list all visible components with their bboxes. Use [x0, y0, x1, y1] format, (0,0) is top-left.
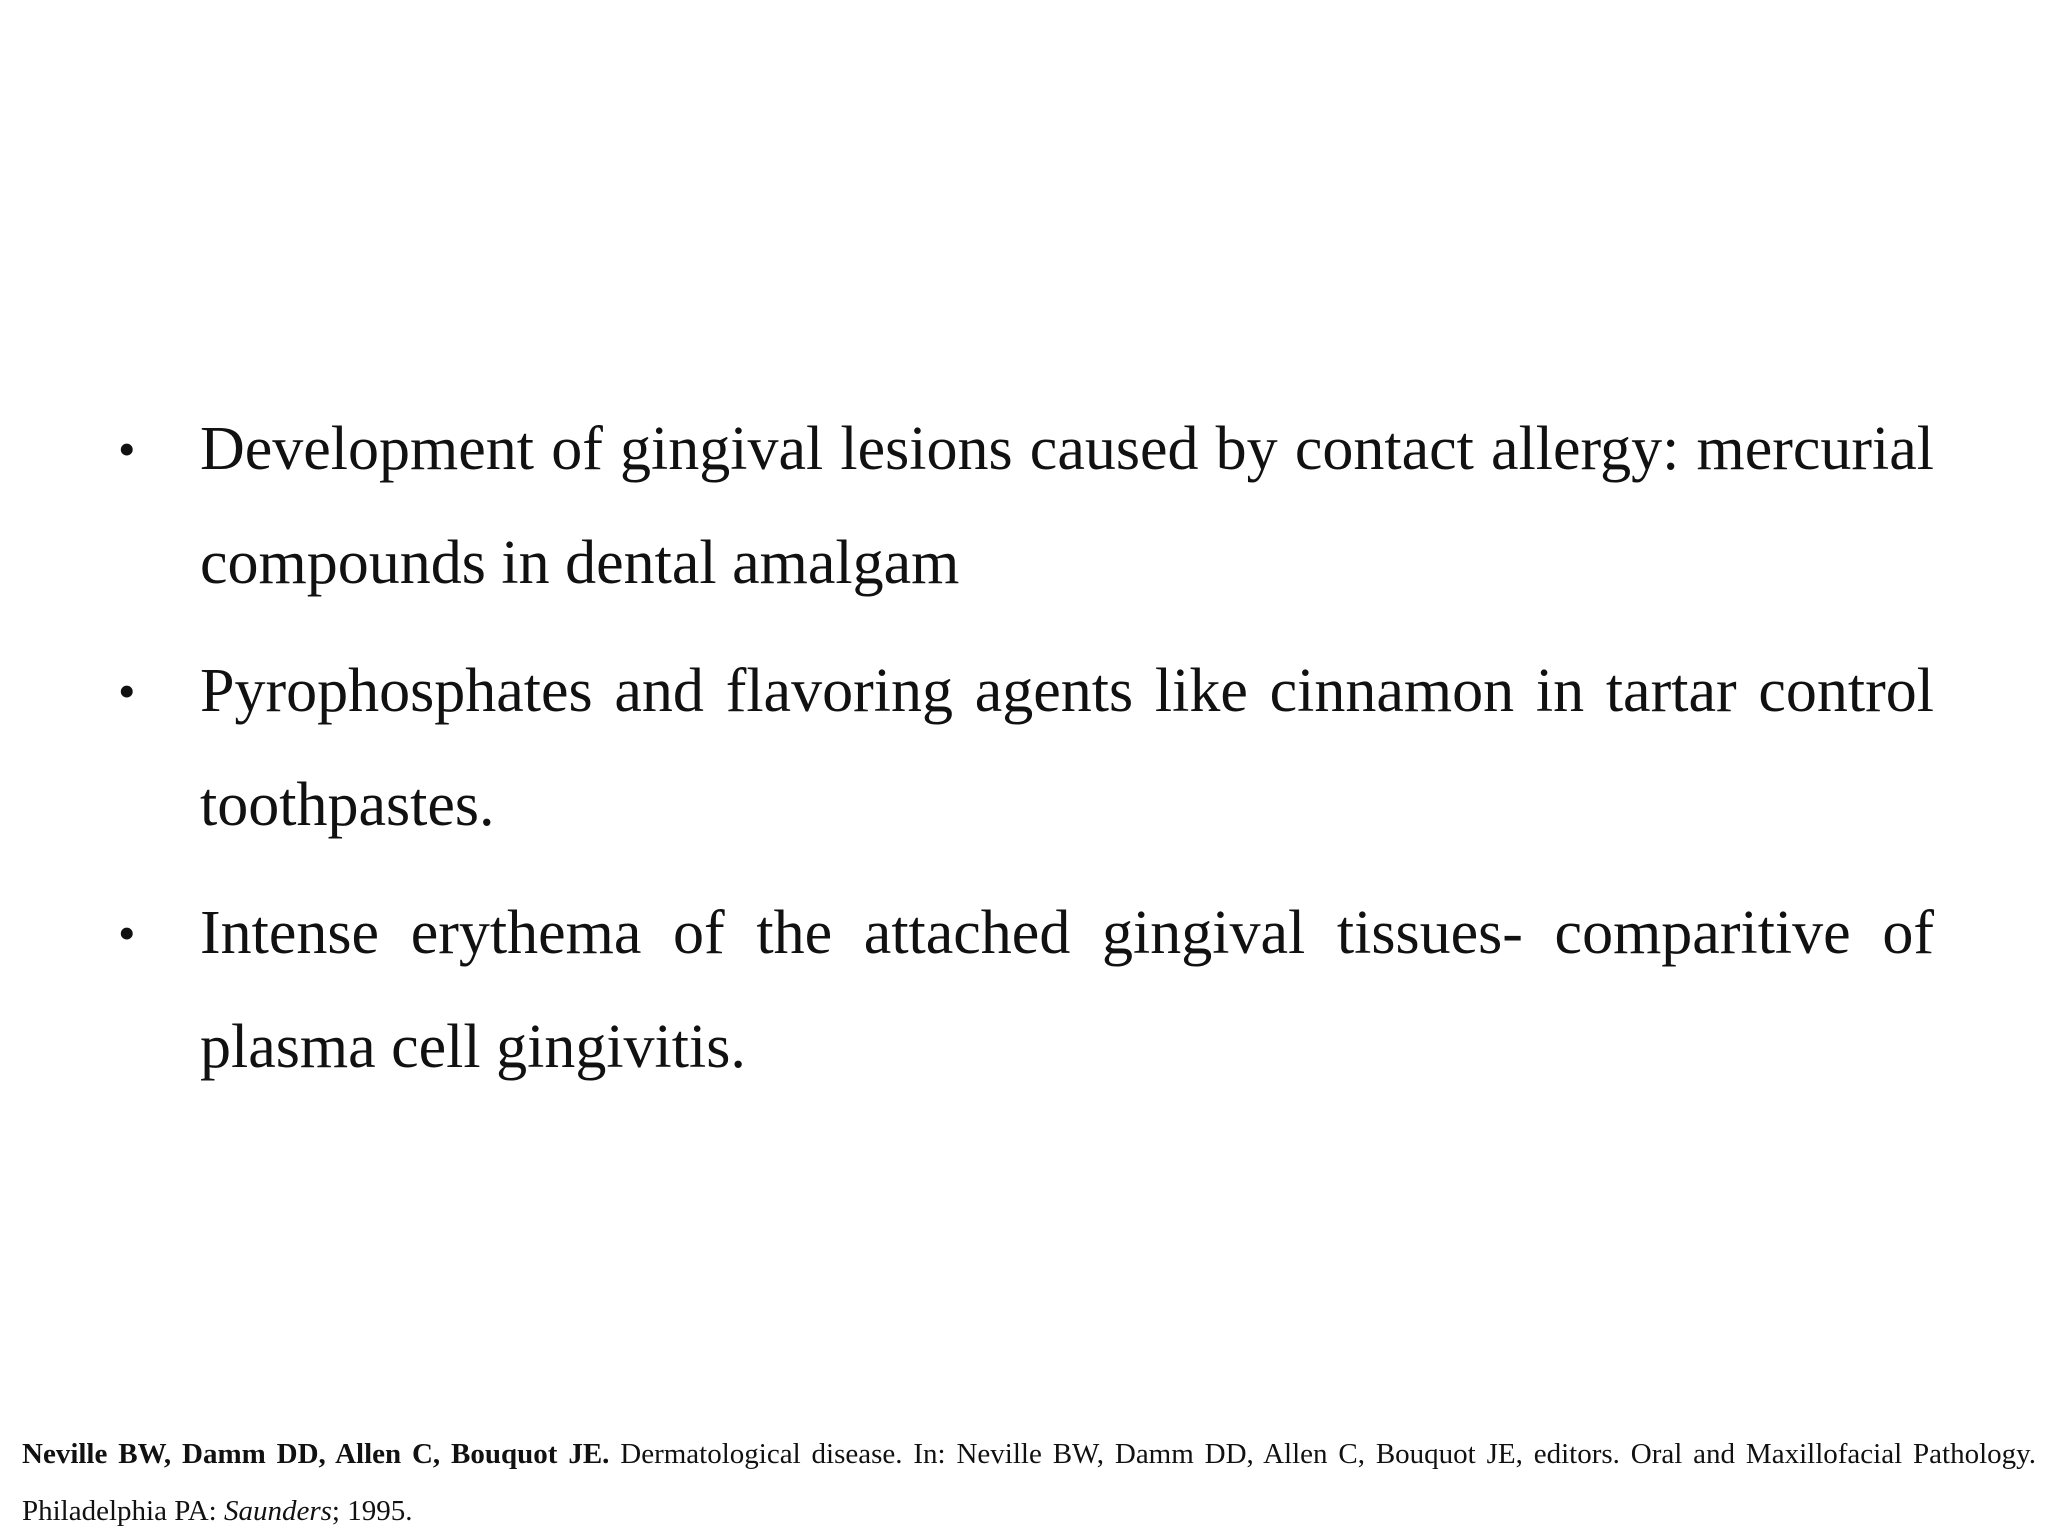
bullet-marker: • [118, 421, 136, 477]
reference-citation [22, 1426, 2036, 1540]
bullet-list [118, 392, 1934, 1118]
reference-body: Dermatological disease. In: Neville BW, Damm DD, Allen C, Bouquot JE, editors. Oral and Maxillofacial Pathology. Philadelphia PA: [22, 1438, 2036, 1527]
bullet-item-pyrophosphates [118, 634, 1934, 862]
bullet-text: Development of gingival lesions caused by contact allergy: mercurial compounds in dental amalgam [200, 415, 1934, 597]
reference-authors: Neville BW, Damm DD, Allen C, Bouquot JE. [22, 1438, 610, 1470]
bullet-text: Pyrophosphates and flavoring agents like cinnamon in tartar control toothpastes. [200, 657, 1934, 839]
bullet-marker: • [118, 663, 136, 719]
reference-tail: ; 1995. [331, 1495, 413, 1527]
reference-publisher: Saunders [223, 1495, 332, 1527]
bullet-text: Intense erythema of the attached gingival tissues- comparitive of plasma cell gingivitis. [200, 899, 1934, 1081]
bullet-marker: • [118, 905, 136, 961]
bullet-item-contact-allergy [118, 392, 1934, 620]
bullet-item-erythema [118, 876, 1934, 1104]
